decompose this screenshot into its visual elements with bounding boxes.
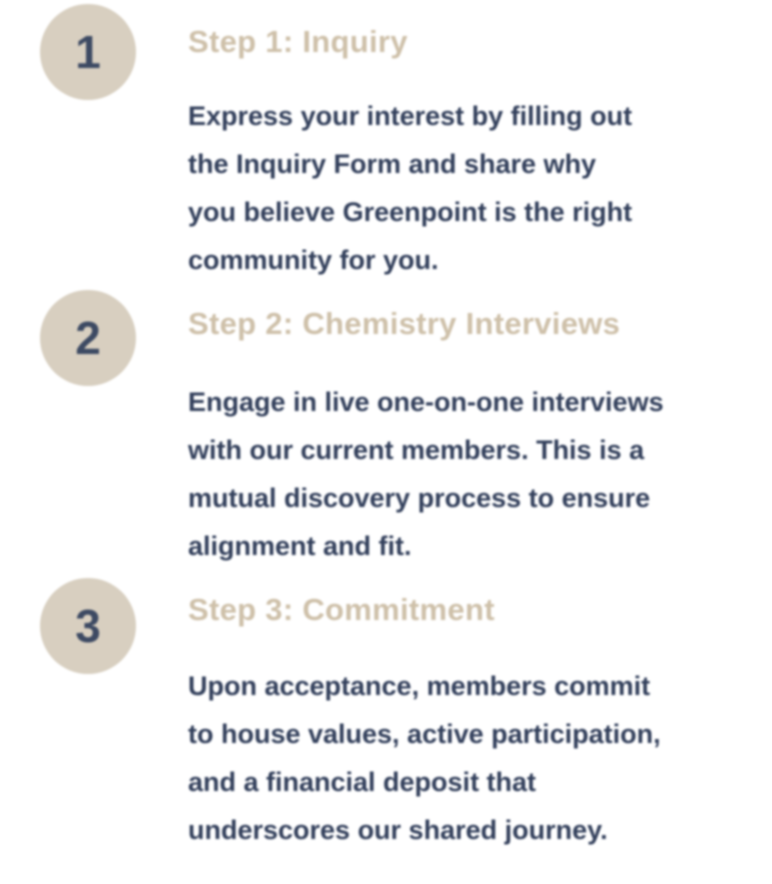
step-1-number-badge	[40, 4, 136, 100]
body-line: with our current members. This is a	[188, 435, 645, 465]
step-3-number-badge	[40, 578, 136, 674]
step-3-description	[188, 662, 753, 854]
body-line: mutual discovery process to ensure	[188, 483, 651, 513]
step-2-number-badge	[40, 290, 136, 386]
body-line-emphasis: the Inquiry Form and share why	[188, 149, 597, 179]
step-1-title: Step 1: Inquiry	[188, 24, 408, 59]
body-line: to house values, active participation,	[188, 719, 661, 749]
body-line: alignment and fit.	[188, 531, 412, 561]
step-2-number: 2	[75, 312, 101, 364]
body-line: community for you.	[188, 245, 439, 275]
body-line: Engage in live one-on-one interviews	[188, 387, 664, 417]
step-3-title: Step 3: Commitment	[188, 592, 495, 627]
body-line: and a financial deposit that	[188, 767, 537, 797]
body-line: Express your interest by filling out	[188, 101, 633, 131]
body-line: Upon acceptance, members commit	[188, 671, 651, 701]
body-line: you believe Greenpoint is the right	[188, 197, 633, 227]
step-3-number: 3	[75, 600, 101, 652]
step-1-number: 1	[75, 26, 101, 78]
body-line: underscores our shared journey.	[188, 815, 608, 845]
step-2-title: Step 2: Chemistry Interviews	[188, 306, 621, 341]
step-2-description	[188, 378, 753, 570]
step-1-description	[188, 92, 753, 284]
